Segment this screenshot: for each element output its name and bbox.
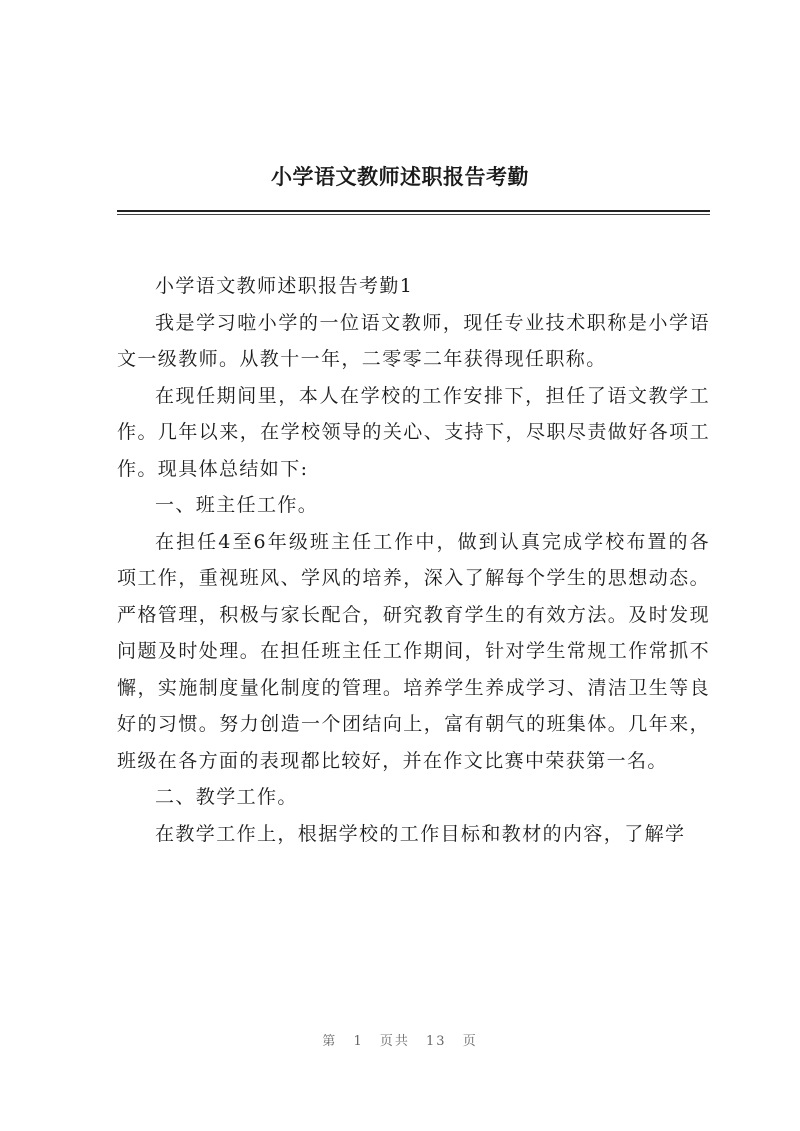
paragraph: 我是学习啦小学的一位语文教师，现任专业技术职称是小学语文一级教师。从教十一年，二零零二年获得现任职称。 [117,311,710,370]
footer-current-page: 1 [353,1034,364,1049]
footer-middle: 页共 [379,1034,410,1049]
document-body [117,268,710,852]
footer-prefix: 第 [322,1034,338,1049]
footer-total-pages: 13 [426,1034,447,1049]
subsection-heading: 二、教学工作。 [155,786,298,808]
paragraph: 在担任4至6年级班主任工作中，做到认真完成学校布置的各项工作，重视班风、学风的培养，深入了解每个学生的思想动态。严格管理，积极与家长配合，研究教育学生的有效方法。及时发现问题及时处理。在担任班主任工作期间，针对学生常规工作常抓不懈，实施制度量化制度的管理。培养学生养成学习、清洁卫生等良好的习惯。努力创造一个团结向上，富有朝气的班集体。几年来，班级在各方面的表现都比较好，并在作文比赛中荣获第一名。 [117,530,710,772]
title-underline-thin [117,214,710,215]
paragraph: 在教学工作上，根据学校的工作目标和教材的内容，了解学 [155,822,686,845]
paragraph: 在现任期间里，本人在学校的工作安排下，担任了语文教学工作。几年以来，在学校领导的关心、支持下，尽职尽责做好各项工作。现具体总结如下: [117,384,710,480]
title-underline [117,210,710,212]
section-heading: 小学语文教师述职报告考勤1 [155,275,414,297]
subsection-heading: 一、班主任工作。 [155,494,319,516]
footer-suffix: 页 [462,1034,478,1049]
document-title: 小学语文教师述职报告考勤 [271,164,529,189]
page-footer [0,1030,800,1049]
